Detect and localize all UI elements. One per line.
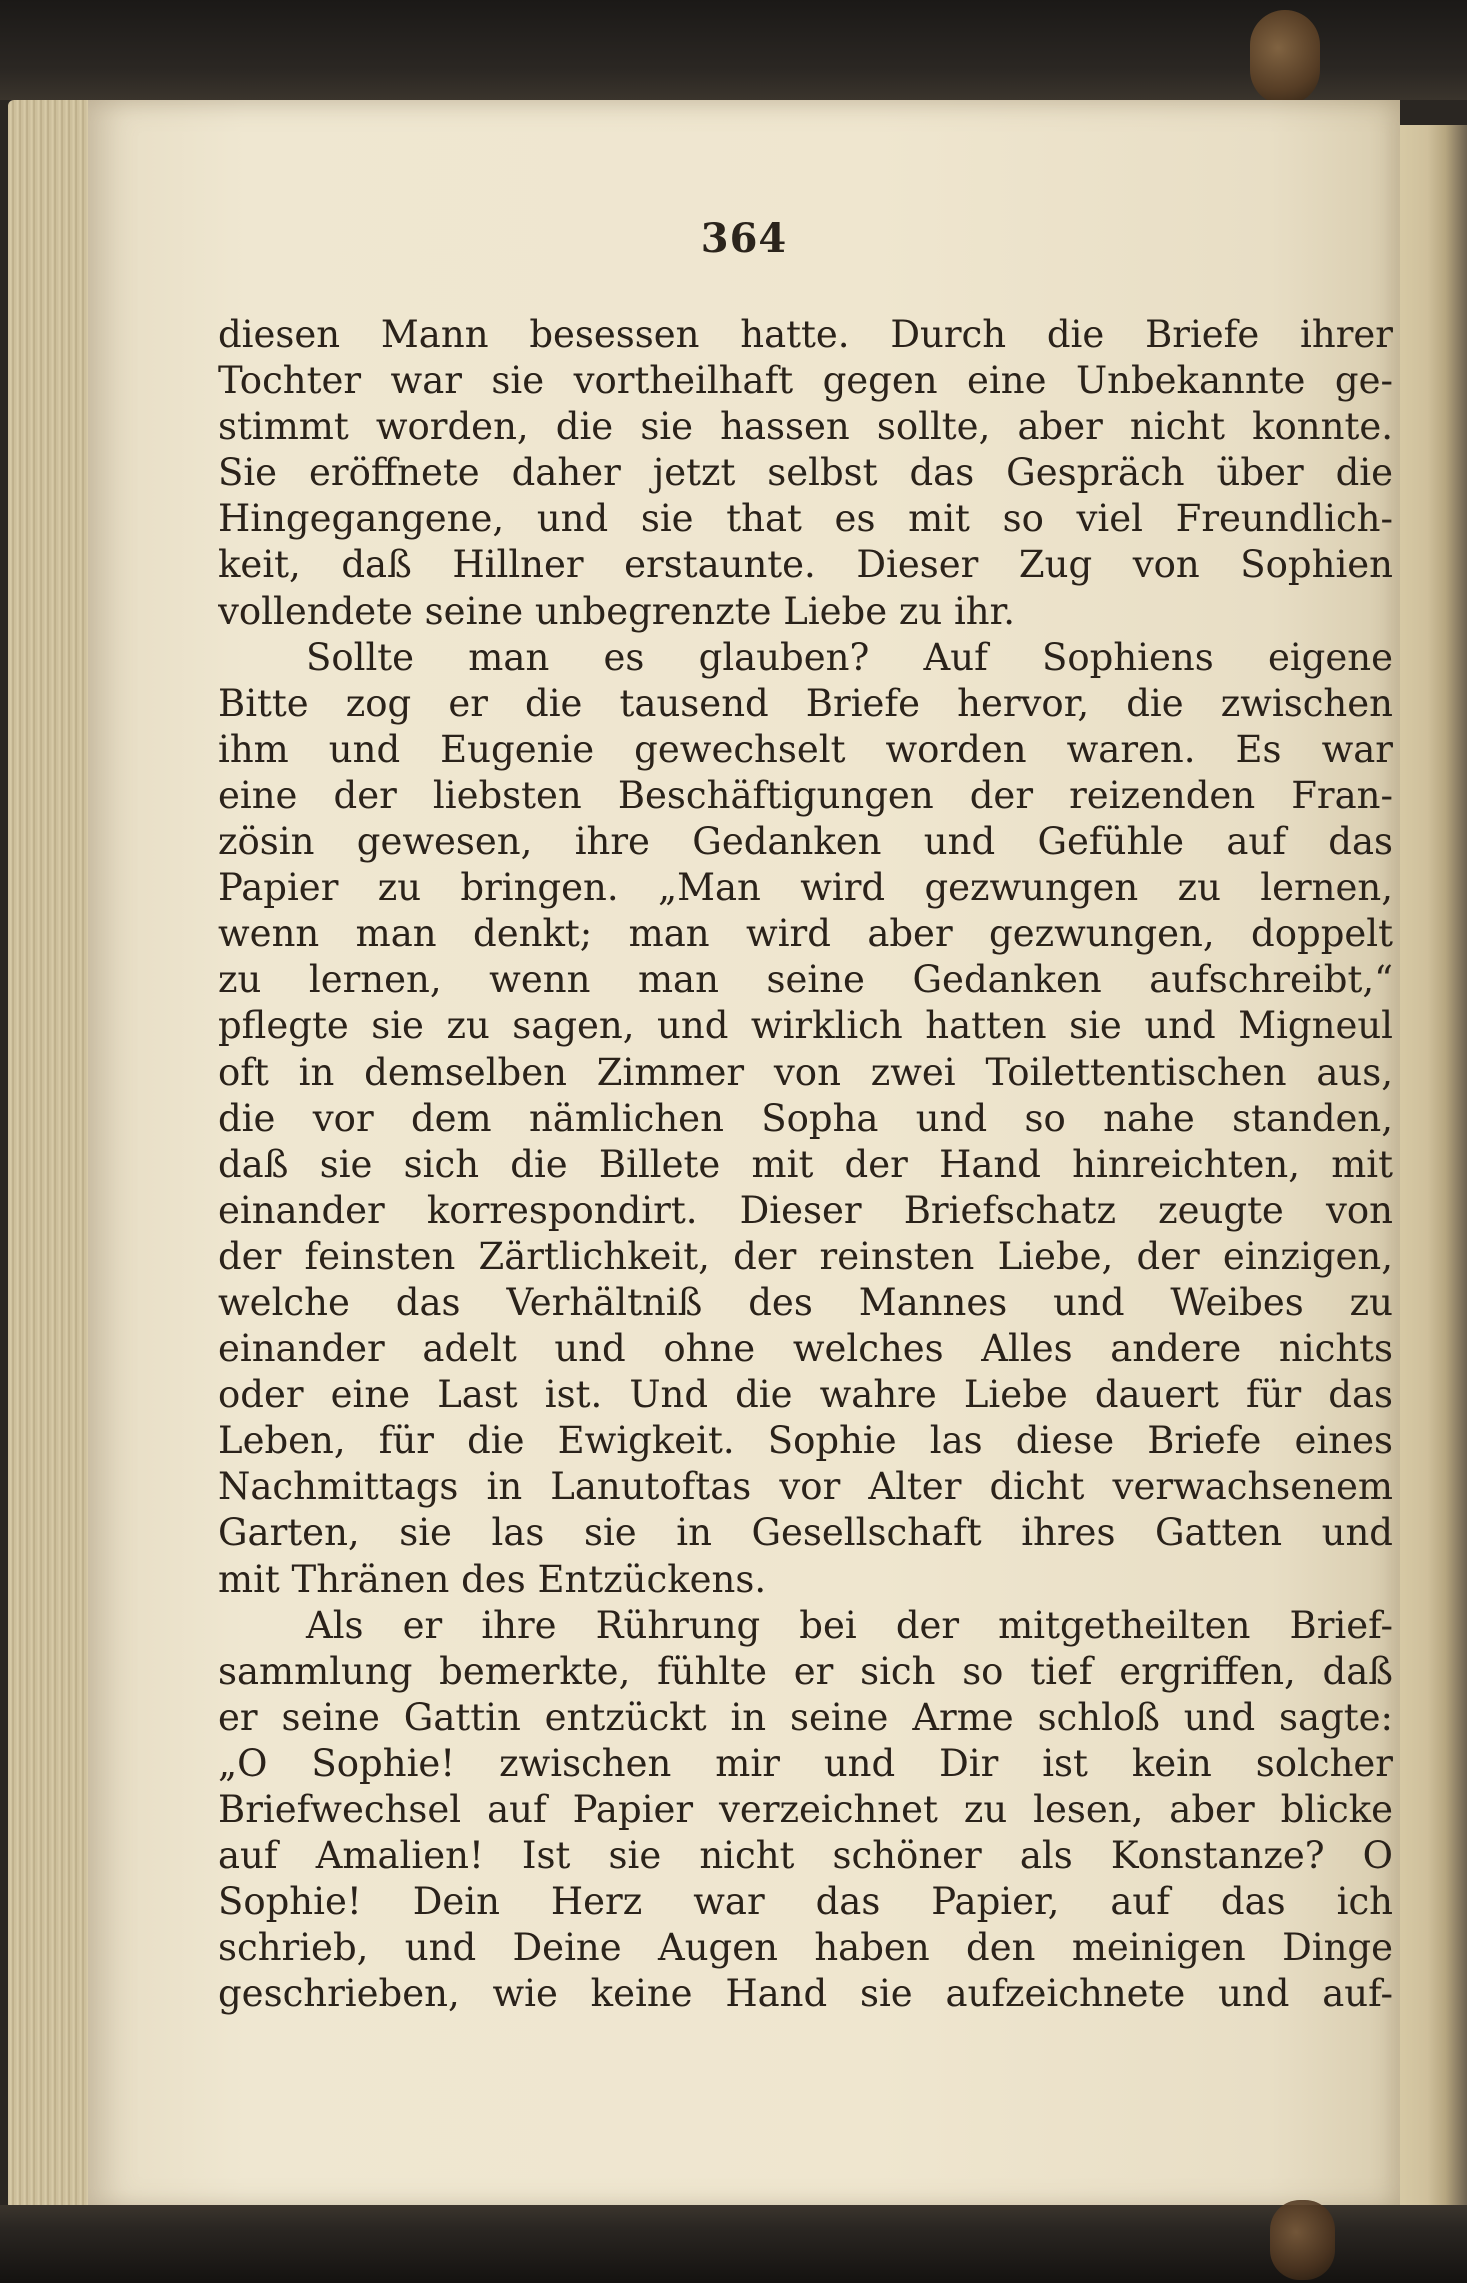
text-line: ihm und Eugenie gewechselt worden waren. Es war [218, 727, 1393, 771]
text-line: einander korrespondirt. Dieser Briefschatz zeugte von [218, 1188, 1393, 1232]
text-line: zösin gewesen, ihre Gedanken und Gefühle auf das [218, 820, 1393, 864]
text-line: oder eine Last ist. Und die wahre Liebe dauert für das [218, 1373, 1393, 1417]
text-line: Garten, sie las sie in Gesellschaft ihres Gatten und [218, 1511, 1393, 1555]
text-line: wenn man denkt; man wird aber gezwungen, doppelt [218, 912, 1393, 956]
text-line: vollendete seine unbegrenzte Liebe zu ihr. [218, 589, 1016, 633]
book-binding-top [0, 0, 1467, 100]
text-line: sammlung bemerkte, fühlte er sich so tief ergriffen, daß [218, 1649, 1393, 1693]
page-stack-right [1395, 125, 1467, 2205]
book-binding-bottom [0, 2205, 1467, 2283]
text-line: schrieb, und Deine Augen haben den meinigen Dinge [218, 1926, 1393, 1970]
text-line: Papier zu bringen. „Man wird gezwungen zu lernen, [218, 866, 1393, 910]
text-line: zu lernen, wenn man seine Gedanken aufschreibt,“ [218, 958, 1393, 1002]
page-number: 364 [700, 215, 788, 262]
book-page [88, 100, 1400, 2210]
text-line: Sophie! Dein Herz war das Papier, auf das ich [218, 1880, 1393, 1924]
text-line: mit Thränen des Entzückens. [218, 1557, 767, 1601]
text-line: eine der liebsten Beschäftigungen der reizenden Fran- [218, 773, 1393, 817]
page-stack-left [8, 100, 100, 2210]
text-line: Briefwechsel auf Papier verzeichnet zu lesen, aber blicke [218, 1788, 1393, 1831]
page-text [218, 312, 1393, 2017]
text-line: Leben, für die Ewigkeit. Sophie las diese Briefe eines [218, 1419, 1393, 1463]
text-line: Sollte man es glauben? Auf Sophiens eigene [306, 635, 1393, 679]
text-line: die vor dem nämlichen Sopha und so nahe standen, [218, 1096, 1393, 1140]
text-line: oft in demselben Zimmer von zwei Toilettentischen aus, [218, 1050, 1393, 1094]
text-line: Als er ihre Rührung bei der mitgetheilten Brief- [306, 1603, 1393, 1647]
text-line: welche das Verhältniß des Mannes und Weibes zu [218, 1280, 1393, 1324]
text-line: Sie eröffnete daher jetzt selbst das Gespräch über die [218, 451, 1393, 495]
text-line: Tochter war sie vortheilhaft gegen eine Unbekannte ge- [218, 359, 1393, 403]
text-line: geschrieben, wie keine Hand sie aufzeichnete und auf- [218, 1972, 1393, 2016]
text-line: auf Amalien! Ist sie nicht schöner als Konstanze? O [218, 1834, 1393, 1878]
text-line: einander adelt und ohne welches Alles andere nichts [218, 1327, 1393, 1371]
text-line: diesen Mann besessen hatte. Durch die Briefe ihrer [218, 313, 1393, 356]
text-line: pflegte sie zu sagen, und wirklich hatten sie und Migneul [218, 1004, 1393, 1048]
text-line: der feinsten Zärtlichkeit, der reinsten Liebe, der einzigen, [218, 1234, 1393, 1278]
text-line: er seine Gattin entzückt in seine Arme schloß und sagte: [218, 1695, 1393, 1739]
text-line: keit, daß Hillner erstaunte. Dieser Zug von Sophien [218, 543, 1393, 587]
binding-thread-bottom [1270, 2200, 1335, 2280]
text-line: Nachmittags in Lanutoftas vor Alter dicht verwachsenem [218, 1465, 1393, 1509]
text-line: „O Sophie! zwischen mir und Dir ist kein solcher [218, 1741, 1393, 1785]
text-line: Hingegangene, und sie that es mit so viel Freundlich- [218, 497, 1393, 541]
text-line: stimmt worden, die sie hassen sollte, aber nicht konnte. [218, 405, 1393, 449]
text-line: daß sie sich die Billete mit der Hand hinreichten, mit [218, 1142, 1393, 1186]
text-line: Bitte zog er die tausend Briefe hervor, die zwischen [218, 681, 1393, 725]
binding-thread-top [1250, 10, 1320, 105]
